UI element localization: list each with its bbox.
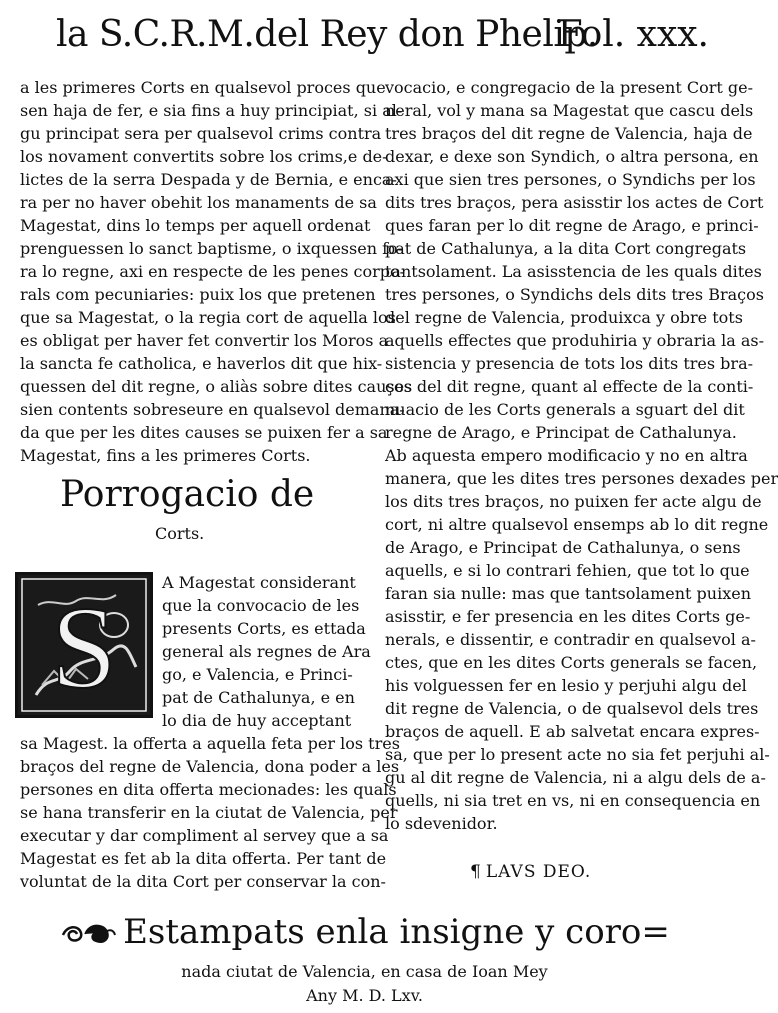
- text-line: his volguessen fer en lesio y perjuhi algu del: [385, 676, 747, 695]
- text-line: tantsolament. La asisstencia de les quals dites: [385, 262, 762, 281]
- text-line: braços de aquell. E ab salvetat encara expres-: [385, 722, 760, 741]
- text-line: aquells, e si lo contrari fehien, que tot lo que: [385, 561, 750, 580]
- text-line: ços del dit regne, quant al effecte de la conti-: [385, 377, 754, 396]
- text-line: nerals, e dissentir, e contradir en qualsevol a-: [385, 630, 756, 649]
- text-line: sa, que per lo present acte no sia fet perjuhi al-: [385, 745, 770, 764]
- text-line: de Arago, e Principat de Cathalunya, o sens: [385, 538, 741, 557]
- text-line: sien contents sobreseure en qualsevol demana-: [20, 400, 405, 419]
- text-line: da que per les dites causes se puixen fer a sa: [20, 423, 388, 442]
- text-line: pat de Cathalunya, e en: [162, 688, 355, 707]
- fleuron-ornament-icon: [59, 921, 117, 947]
- text-line: braços del regne de Valencia, dona poder a les: [20, 757, 400, 776]
- text-line: neral, vol y mana sa Magestat que cascu dels: [385, 101, 754, 120]
- text-line: prenguessen lo sanct baptisme, o ixquessen fo-: [20, 239, 404, 258]
- text-line: persones en dita offerta mecionades: les quals: [20, 780, 397, 799]
- text-line: Ab aquesta empero modificacio y no en altra: [385, 446, 748, 465]
- text-line: asisstir, e fer presencia en les dites Corts ge-: [385, 607, 751, 626]
- decorated-initial-letter: [15, 572, 153, 718]
- text-line: A Magestat considerant: [162, 573, 356, 592]
- left-column-text: [20, 76, 413, 467]
- text-line: dits tres braços, pera asisstir los actes de Cort: [385, 193, 764, 212]
- text-line: gu al dit regne de Valencia, ni a algu dels de a-: [385, 768, 766, 787]
- text-line: Magestat es fet ab la dita offerta. Per tant de: [20, 849, 387, 868]
- text-line: a les primeres Corts en qualsevol proces que: [20, 78, 386, 97]
- text-line: dit regne de Valencia, o de qualsevol dels tres: [385, 699, 759, 718]
- text-line: presents Corts, es ettada: [162, 619, 366, 638]
- text-line: que la convocacio de les: [162, 596, 360, 615]
- section-heading: Porrogacio de: [60, 474, 315, 515]
- text-line: quessen del dit regne, o aliàs sobre dites causes: [20, 377, 413, 396]
- text-line: regne de Arago, e Principat de Cathalunya.: [385, 423, 737, 442]
- text-line: general als regnes de Ara: [162, 642, 371, 661]
- text-line: los novament convertits sobre los crims,e de-: [20, 147, 388, 166]
- text-line: rals com pecuniaries: puix los que pretenen: [20, 285, 376, 304]
- right-column-text: [385, 76, 778, 835]
- text-line: ques faran per lo dit regne de Arago, e princi-: [385, 216, 759, 235]
- colophon-place-line: nada ciutat de Valencia, en casa de Ioan Mey: [181, 962, 548, 981]
- text-line: los dits tres braços, no puixen fer acte algu de: [385, 492, 762, 511]
- text-line: sistencia y presencia de tots los dits tres bra-: [385, 354, 754, 373]
- text-line: lo dia de huy acceptant: [162, 711, 352, 730]
- text-line: nuacio de les Corts generals a sguart del dit: [385, 400, 745, 419]
- text-line: lictes de la serra Despada y de Bernia, e enca-: [20, 170, 397, 189]
- text-line: tres persones, o Syndichs dels dits tres Braços: [385, 285, 764, 304]
- closing-line: [470, 862, 591, 882]
- closing-text: LAVS DEO.: [485, 862, 592, 882]
- paragraph-continuation-text: [20, 732, 400, 893]
- colophon-year-line: Any M. D. Lxv.: [306, 986, 423, 1005]
- text-line: Magestat, dins lo temps per aquell ordenat: [20, 216, 371, 235]
- text-line: del regne de Valencia, produixca y obre tots: [385, 308, 743, 327]
- text-line: voluntat de la dita Cort per conservar la con-: [20, 872, 386, 891]
- text-line: Magestat, fins a les primeres Corts.: [20, 446, 311, 465]
- running-head: [0, 14, 729, 60]
- text-line: executar y dar compliment al servey que a sa: [20, 826, 389, 845]
- colophon-main-text: Estampats enla insigne y coro=: [123, 912, 670, 952]
- text-line: dexar, e dexe son Syndich, o altra persona, en: [385, 147, 759, 166]
- text-line: se hana transferir en la ciutat de Valencia, per: [20, 803, 398, 822]
- initial-woodcut-image: [18, 575, 150, 715]
- folio-number: Fol. xxx.: [557, 14, 709, 55]
- text-line: ra per no haver obehit los manaments de sa: [20, 193, 377, 212]
- colophon-title: [0, 912, 729, 952]
- text-line: la sancta fe catholica, e haverlos dit que hix-: [20, 354, 383, 373]
- text-line: ctes, que en les dites Corts generals se facen,: [385, 653, 758, 672]
- text-line: ra lo regne, axi en respecte de les penes corpo-: [20, 262, 406, 281]
- text-line: que sa Magestat, o la regia cort de aquella los: [20, 308, 396, 327]
- text-line: gu principat sera per qualsevol crims contra: [20, 124, 382, 143]
- text-line: go, e Valencia, e Princi-: [162, 665, 353, 684]
- text-line: sa Magest. la offerta a aquella feta per los tres: [20, 734, 400, 753]
- initial-letter-glyph: S: [51, 582, 117, 713]
- text-line: faran sia nulle: mas que tantsolament puixen: [385, 584, 752, 603]
- running-title: la S.C.R.M.del Rey don Phelip.: [56, 14, 598, 55]
- text-line: tres braços del dit regne de Valencia, haja de: [385, 124, 753, 143]
- text-line: sen haja de fer, e sia fins a huy principiat, si al-: [20, 101, 403, 120]
- text-line: lo sdevenidor.: [385, 814, 498, 833]
- text-line: cort, ni altre qualsevol ensemps ab lo dit regne: [385, 515, 769, 534]
- text-line: quells, ni sia tret en vs, ni en consequencia en: [385, 791, 761, 810]
- initial-paragraph-text: [162, 571, 371, 732]
- text-line: es obligat per haver fet convertir los Moros a: [20, 331, 389, 350]
- text-line: aquells effectes que produhiria y obraria la as-: [385, 331, 765, 350]
- text-line: pat de Cathalunya, a la dita Cort congregats: [385, 239, 747, 258]
- text-line: manera, que les dites tres persones dexades per: [385, 469, 778, 488]
- text-line: vocacio, e congregacio de la present Cort ge-: [385, 78, 753, 97]
- pilcrow-mark: ¶: [470, 862, 482, 882]
- section-subheading: Corts.: [155, 524, 205, 543]
- text-line: axi que sien tres persones, o Syndichs per los: [385, 170, 756, 189]
